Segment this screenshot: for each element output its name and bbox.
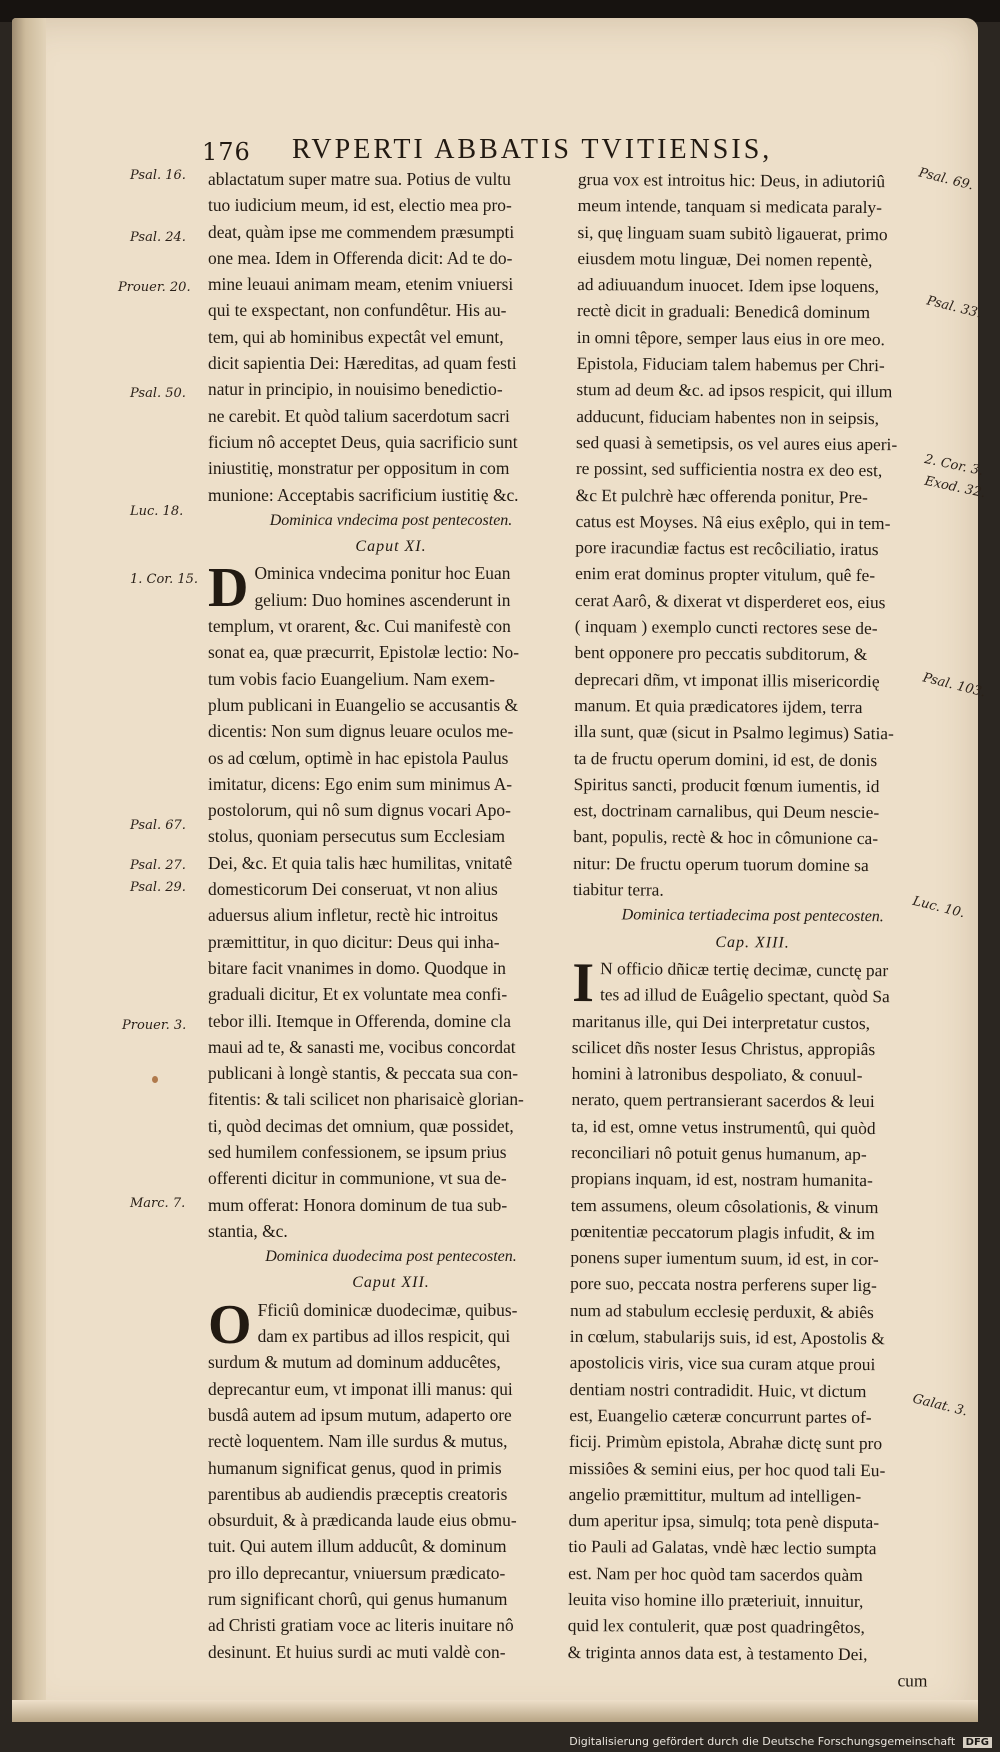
margin-note: Psal. 67. bbox=[130, 818, 186, 833]
text-line: deprecari dñm, vt imponat illis misericordię bbox=[574, 668, 880, 691]
text-line: missiôes & semini eius, per hoc quod tali Eu- bbox=[568, 1457, 886, 1480]
text-line: offerenti dicitur in communione, vt sua de- bbox=[208, 1168, 507, 1189]
text-line: fitentis: & tali scilicet non pharisaicè glorian- bbox=[208, 1089, 524, 1110]
margin-note: Psal. 27. bbox=[130, 858, 186, 873]
margin-note: Psal. 103. bbox=[921, 670, 988, 701]
text-line: tio Pauli ad Galatas, vndè hæc lectio sumpta bbox=[568, 1536, 877, 1559]
chapter-heading: Cap. XIII. bbox=[715, 933, 790, 952]
margin-note: Galat. 3. bbox=[911, 1391, 969, 1420]
section-heading: Dominica vndecima post pentecosten. bbox=[269, 511, 513, 529]
text-line: desinunt. Et huius surdi ac muti valdè con- bbox=[208, 1641, 506, 1662]
text-line: pore iracundiæ factus est recôciliatio, iratus bbox=[575, 537, 879, 560]
text-line: nerato, quem pertransierant sacerdos & leui bbox=[571, 1089, 875, 1112]
margin-note: 1. Cor. 15. bbox=[130, 572, 199, 587]
paragraph bbox=[208, 1293, 574, 1665]
text-line: publicani à longè stantis, & peccata sua con- bbox=[208, 1063, 519, 1084]
ink-spot bbox=[152, 1076, 158, 1083]
margin-note: Psal. 69. bbox=[917, 165, 975, 194]
text-line: natur in principio, in nouisimo benedictio- bbox=[208, 379, 503, 400]
catchword: cum bbox=[897, 1670, 928, 1691]
text-line: ta, id est, omne vetus instrumentû, qui quòd bbox=[571, 1115, 876, 1138]
text-line: & triginta annos data est, à testamento Dei, bbox=[567, 1641, 868, 1664]
text-line: meum intende, tanquam si medicata paraly- bbox=[577, 195, 883, 218]
text-line: Spiritus sancti, producit fœnum iumentis, id bbox=[573, 773, 880, 796]
page-number: 176 bbox=[202, 138, 251, 166]
page-gutter-edge bbox=[12, 18, 46, 1722]
text-line: tebor illi. Itemque in Offerenda, domine cla bbox=[208, 1010, 511, 1031]
margin-note: Psal. 29. bbox=[130, 880, 186, 895]
margin-note: Prouer. 3. bbox=[122, 1018, 187, 1033]
text-line: postolorum, qui nô sum dignus vocari Apo- bbox=[208, 800, 511, 821]
text-line: bant, populis, rectè & hoc in cômunione ca- bbox=[573, 826, 879, 849]
text-line: graduali dicitur, Et ex voluntate mea confi- bbox=[208, 984, 508, 1005]
text-line: rectè loquentem. Nam ille surdus & mutus, bbox=[208, 1431, 508, 1452]
text-line: præmittitur, in quo dicitur: Deus qui inha- bbox=[208, 931, 500, 952]
chapter-heading: Caput XI. bbox=[355, 538, 427, 556]
text-line: dum aperitur ipsa, simulq; tota penè disputa- bbox=[568, 1510, 880, 1533]
text-line: imitatur, dicens: Ego enim sum minimus A- bbox=[208, 773, 513, 794]
text-line: obsurduit, & à prædicanda laude eius obmu- bbox=[208, 1510, 517, 1531]
text-line: apostolicis viris, vice sua curam atque proui bbox=[569, 1352, 876, 1375]
margin-note: Psal. 33. bbox=[925, 293, 983, 322]
text-line: tiabitur terra. bbox=[572, 878, 664, 900]
text-line: humanum significat genus, quod in primis bbox=[208, 1457, 502, 1478]
text-line: dicit sapientia Dei: Hæreditas, ad quam festi bbox=[208, 353, 517, 374]
text-line: plum publicani in Euangelio se accusantis & bbox=[208, 694, 519, 715]
chapter-heading: Caput XII. bbox=[352, 1274, 430, 1292]
text-line: Fficiû dominicæ duodecimæ, quibus- bbox=[257, 1299, 518, 1320]
margin-note: Marc. 7. bbox=[130, 1196, 186, 1211]
text-line: sed quasi à semetipsis, os vel aures eius aperi- bbox=[576, 431, 898, 455]
text-line: deprecantur eum, vt imponat illi manus: qui bbox=[208, 1378, 513, 1399]
margin-note: Luc. 10. bbox=[910, 893, 967, 922]
page-bottom-edge bbox=[12, 1700, 978, 1722]
text-line: ti, quòd decimas det omnium, quæ possidet, bbox=[208, 1115, 514, 1136]
text-line: iniustitię, monstratur per oppositum in com bbox=[208, 458, 510, 479]
margin-note: Luc. 18. bbox=[130, 504, 184, 519]
text-line: catus est Moyses. Nâ eius exêplo, qui in tem- bbox=[575, 510, 891, 534]
text-line: num ad stabulum ecclesię perduxit, & abiês bbox=[569, 1299, 874, 1322]
text-line: ponens super iumentum suum, id est, in cor- bbox=[570, 1247, 879, 1270]
text-line: tem assumens, oleum côsolationis, & vinum bbox=[570, 1194, 879, 1217]
margin-note: Exod. 32. bbox=[923, 473, 987, 502]
drop-cap: D bbox=[208, 557, 249, 620]
text-line: est. Nam per hoc quòd tam sacerdos quàm bbox=[568, 1562, 863, 1585]
text-line: parentibus ab audiendis præceptis creatoris bbox=[208, 1483, 508, 1504]
text-line: qui te exspectant, non confundêtur. His au- bbox=[208, 300, 507, 321]
text-line: domesticorum Dei conseruat, vt non alius bbox=[208, 879, 498, 900]
text-line: ablactatum super matre sua. Potius de vultu bbox=[208, 169, 511, 189]
margin-note: 2. Cor. 3. bbox=[923, 451, 985, 480]
text-line: ( inquam ) exemplo cuncti rectores sese de- bbox=[574, 616, 878, 639]
section-heading: Dominica duodecima post pentecosten. bbox=[265, 1248, 517, 1266]
text-line: ne carebit. Et quòd talium sacerdotum sacri bbox=[208, 405, 510, 426]
text-line: ad adiuuandum inuocet. Idem ipse loquens, bbox=[577, 274, 880, 297]
text-line: ta de fructu operum domini, id est, de donis bbox=[573, 747, 878, 770]
text-line: re possint, sed sufficientia nostra ex deo est, bbox=[575, 458, 883, 481]
text-line: ad Christi gratiam voce ac literis inuitare nô bbox=[208, 1615, 514, 1636]
text-line: sonat ea, quæ præcurrit, Epistolæ lectio: No- bbox=[208, 642, 520, 663]
text-line: est, doctrinam carnalibus, qui Deum nescie- bbox=[573, 800, 880, 823]
margin-note: Psal. 16. bbox=[130, 168, 186, 183]
text-line: grua vox est introitus hic: Deus, in adiutoriû bbox=[577, 168, 886, 192]
text-line: stum ad deum &c. ad ipsos respicit, qui illum bbox=[576, 379, 893, 402]
text-line: propians inquam, id est, nostram humanita- bbox=[570, 1168, 873, 1191]
text-line: quid lex contulerit, quæ post quadringêtos, bbox=[567, 1615, 865, 1638]
text-line: cerat Aarô, & dixerat vt disperderet eos, eius bbox=[574, 589, 886, 612]
text-line: adducunt, fiduciam habentes non in seipsis, bbox=[576, 405, 880, 428]
text-line: tes ad illud de Euâgelio spectant, quòd Sa bbox=[599, 984, 890, 1007]
dfg-logo: DFG bbox=[963, 1737, 992, 1748]
text-line: si, quę linguam suam subitò ligauerat, primo bbox=[577, 221, 888, 244]
text-line: gelium: Duo homines ascenderunt in bbox=[254, 589, 511, 610]
text-line: in cœlum, stabularijs suis, id est, Apostolis & bbox=[569, 1326, 885, 1349]
margin-note: Psal. 50. bbox=[130, 386, 186, 401]
text-line: Dei, &c. Et quia talis hæc humilitas, vnitatê bbox=[208, 852, 513, 873]
text-line: in omni têpore, semper laus eius in ore meo. bbox=[576, 326, 885, 349]
text-line: ficium nô acceptet Deus, quia sacrificio sunt bbox=[208, 431, 518, 452]
text-line: bent opponere pro peccatis subditorum, & bbox=[574, 642, 868, 665]
text-line: busdâ autem ad ipsum mutum, adaperto ore bbox=[208, 1404, 512, 1425]
running-title: RVPERTI ABBATIS TVITIENSIS, bbox=[292, 134, 773, 165]
text-line: manum. Et quia prædicatores ijdem, terra bbox=[574, 694, 863, 717]
drop-cap: I bbox=[572, 951, 595, 1015]
right-text-column bbox=[567, 166, 938, 1694]
text-line: homini à latronibus despoliato, & conuul- bbox=[571, 1063, 863, 1086]
left-text-column bbox=[208, 166, 574, 1665]
text-line: enim erat dominus propter vitulum, quê fe- bbox=[575, 563, 876, 586]
text-line: &c Et pulchrè hæc offerenda ponitur, Pre- bbox=[575, 484, 868, 507]
text-line: stantia, &c. bbox=[208, 1220, 288, 1241]
text-line: dentiam nostri contradidit. Huic, vt dictum bbox=[569, 1378, 867, 1401]
text-line: nitur: De fructu operum tuorum domine sa bbox=[573, 852, 869, 875]
text-line: est, Euangelio cæteræ concurrunt partes of- bbox=[569, 1404, 872, 1428]
digitization-credit-text: Digitalisierung gefördert durch die Deutsche Forschungsgemeinschaft bbox=[569, 1735, 956, 1748]
text-line: illa sunt, quæ (sicut in Psalmo legimus) Satia- bbox=[573, 721, 894, 744]
text-line: os ad cœlum, optimè in hac epistola Paulus bbox=[208, 747, 509, 768]
text-line: maui ad te, & sanasti me, vocibus concordat bbox=[208, 1036, 516, 1057]
drop-cap: O bbox=[208, 1293, 252, 1356]
text-line: tum vobis facio Euangelium. Nam exem- bbox=[208, 668, 495, 689]
text-line: dam ex partibus ad illos respicit, qui bbox=[257, 1326, 511, 1347]
text-line: templum, vt orarent, &c. Cui manifestè con bbox=[208, 616, 511, 637]
text-line: bitare facit vnanimes in domo. Quodque in bbox=[208, 957, 506, 978]
text-line: reconciliari nô potuit genus humanum, ap- bbox=[571, 1141, 867, 1165]
margin-note: Prouer. 20. bbox=[118, 280, 191, 295]
text-line: ficij. Primùm epistola, Abrahæ dictę sunt pro bbox=[569, 1431, 883, 1454]
text-line: tuit. Qui autem illum adducût, & dominum bbox=[208, 1536, 507, 1557]
text-line: pœnitentiæ peccatorum plagis infudit, & im bbox=[570, 1220, 875, 1243]
text-line: scilicet dñs noster Iesus Christus, appropiâs bbox=[571, 1036, 876, 1059]
text-line: pore suo, peccata nostra perferens super lig- bbox=[570, 1273, 877, 1296]
page-header bbox=[12, 130, 978, 170]
text-line: rectè dicit in graduali: Benedicâ dominum bbox=[576, 300, 871, 323]
text-line: tem, qui ab hominibus expectât vel emunt, bbox=[208, 326, 504, 347]
text-line: dicentis: Non sum dignus leuare oculos me- bbox=[208, 721, 514, 742]
text-line: mine leuaui animam meam, etenim vniuersi bbox=[208, 274, 514, 295]
text-line: rum significant chorû, qui genus humanum bbox=[208, 1589, 508, 1610]
digitization-credit bbox=[569, 1735, 992, 1748]
book-page bbox=[12, 18, 988, 1722]
paragraph bbox=[567, 951, 933, 1668]
text-line: pro illo deprecantur, vniuersum prædicato- bbox=[208, 1562, 506, 1583]
text-line: angelio præmittitur, multum ad intelligen- bbox=[568, 1483, 862, 1506]
text-line: tuo iudicium meum, id est, electio mea pro- bbox=[208, 195, 512, 216]
text-line: eiusdem motu linguæ, Dei nomen repentè, bbox=[577, 247, 873, 270]
text-line: deat, quàm ipse me commendem præsumpti bbox=[208, 221, 515, 242]
text-line: Epistola, Fiduciam talem habemus per Chri- bbox=[576, 353, 885, 376]
text-line: stolus, quoniam persecutus sum Ecclesiam bbox=[208, 826, 506, 847]
text-line: aduersus alium infletur, rectè hic introitus bbox=[208, 905, 499, 926]
text-line: N officio dñicæ tertię decimæ, cunctę par bbox=[600, 958, 889, 981]
text-line: surdum & mutum ad dominum adducêtes, bbox=[208, 1352, 501, 1373]
text-line: mum offerat: Honora dominum de tua sub- bbox=[208, 1194, 508, 1215]
text-line: maritanus ille, qui Dei interpretatur custos, bbox=[571, 1010, 871, 1033]
text-line: munione: Acceptabis sacrificium iustitię &c. bbox=[208, 484, 519, 505]
text-line: Ominica vndecima ponitur hoc Euan bbox=[254, 563, 511, 584]
text-line: leuita viso homine illo præteriuit, innuitur, bbox=[567, 1588, 864, 1612]
text-line: sed humilem confessionem, se ipsum prius bbox=[208, 1141, 507, 1162]
margin-note: Psal. 24. bbox=[130, 230, 186, 245]
section-heading: Dominica tertiadecima post pentecosten. bbox=[621, 906, 884, 926]
text-line: one mea. Idem in Offerenda dicit: Ad te do- bbox=[208, 247, 513, 268]
paragraph bbox=[208, 557, 574, 1244]
